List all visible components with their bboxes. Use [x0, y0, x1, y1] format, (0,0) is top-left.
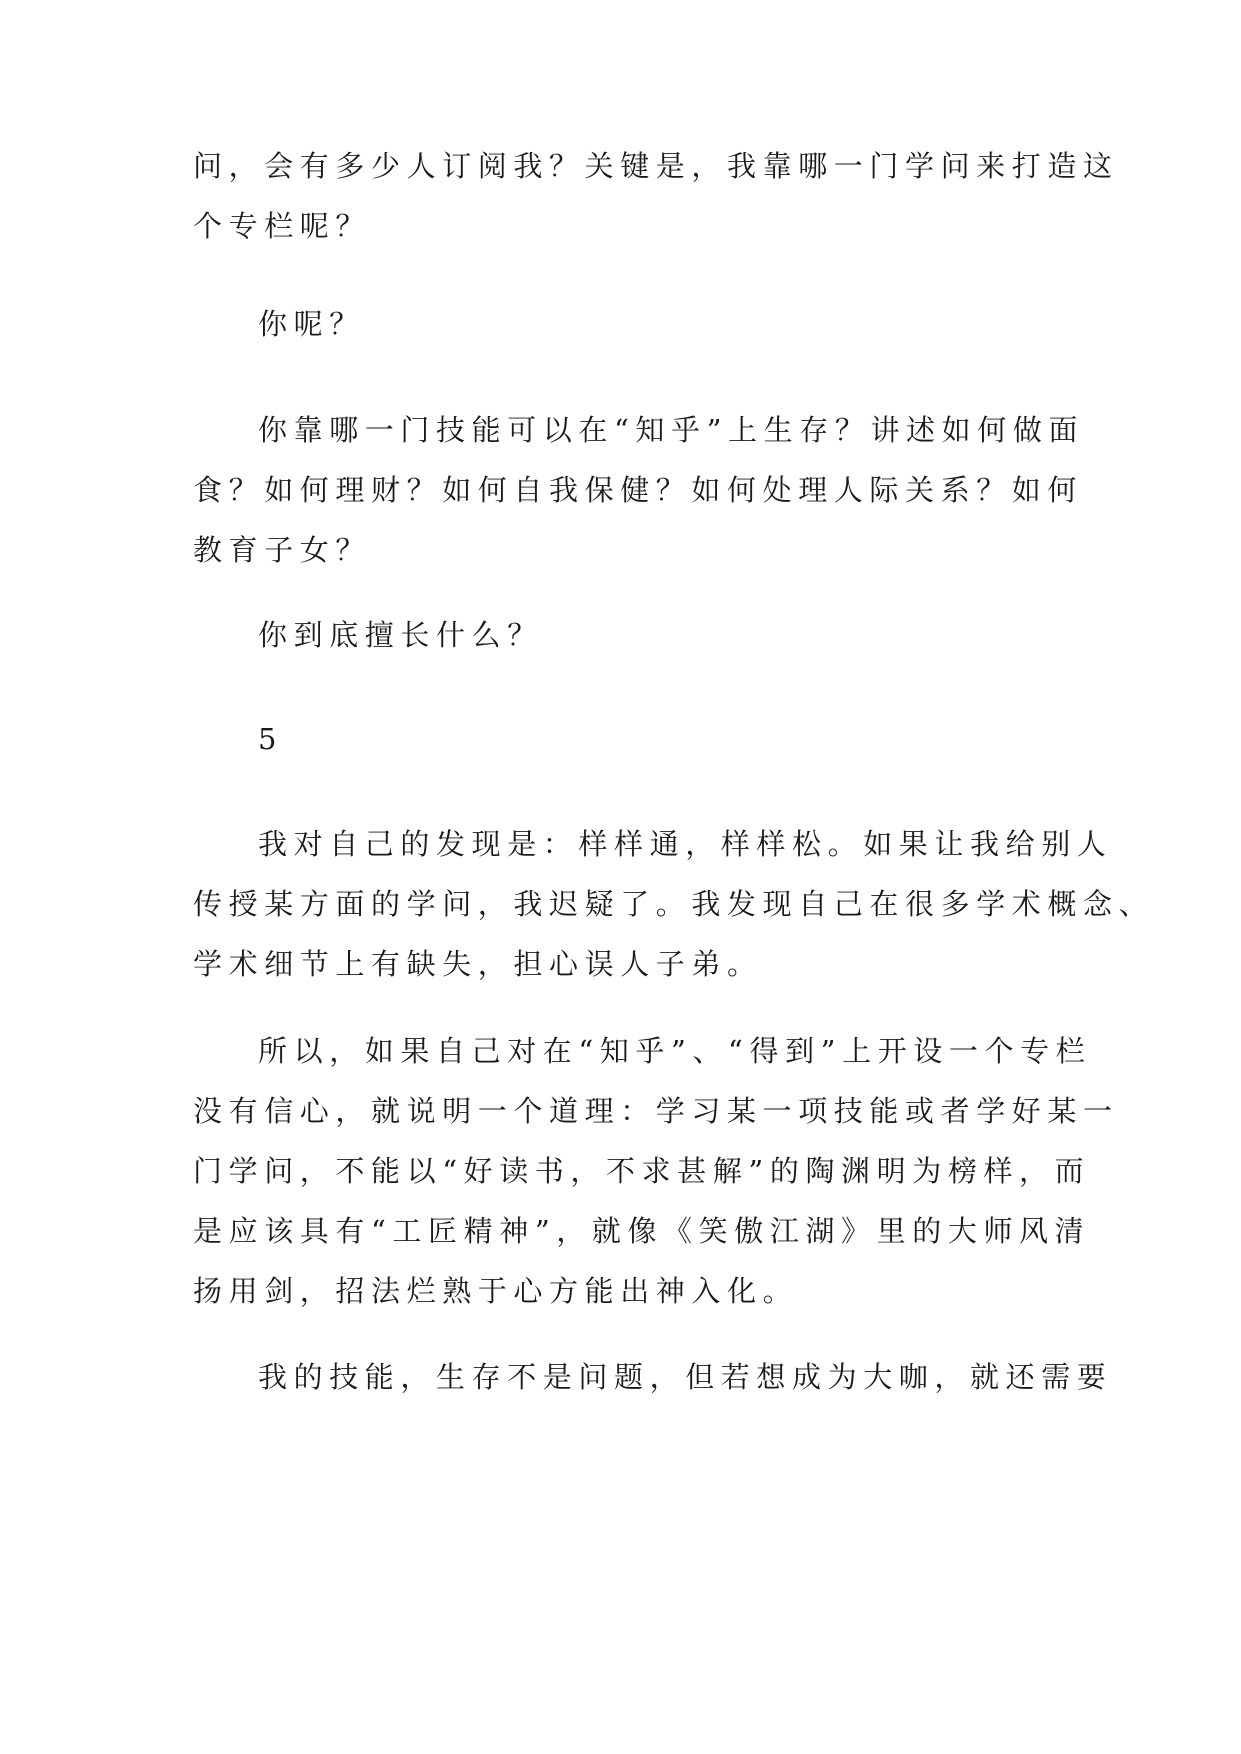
text-line: 学术细节上有缺失，担心误人子弟。: [193, 947, 763, 981]
paragraph: [193, 1021, 1119, 1321]
text-line: 个专栏呢？: [193, 209, 372, 243]
text-line: 你靠哪一门技能可以在“知乎”上生存？讲述如何做面: [258, 413, 1085, 447]
text-line: 传授某方面的学问，我迟疑了。我发现自己在很多学术概念、: [193, 887, 1155, 921]
text-line: 你呢？: [258, 307, 365, 341]
text-line: 我对自己的发现是：样样通，样样松。如果让我给别人: [258, 827, 1113, 861]
paragraph: [193, 605, 1063, 665]
text-line: 教育子女？: [193, 533, 372, 567]
section-number: [193, 709, 1063, 769]
text-line: 问，会有多少人订阅我？关键是，我靠哪一门学问来打造这: [193, 149, 1119, 183]
text-line: 我的技能，生存不是问题，但若想成为大咖，就还需要: [258, 1360, 1113, 1394]
paragraph: [193, 1347, 1113, 1407]
text-line: 是应该具有“工匠精神”，就像《笑傲江湖》里的大师风清: [193, 1214, 1091, 1248]
text-line: 5: [258, 722, 284, 756]
paragraph: [193, 400, 1085, 580]
text-line: 门学问，不能以“好读书，不求甚解”的陶渊明为榜样，而: [193, 1154, 1091, 1188]
text-line: 没有信心，就说明一个道理：学习某一项技能或者学好某一: [193, 1094, 1119, 1128]
text-line: 你到底擅长什么？: [258, 618, 543, 652]
text-line: 扬用剑，招法烂熟于心方能出神入化。: [193, 1274, 799, 1308]
paragraph-continuation: [193, 136, 1119, 256]
text-line: 食？如何理财？如何自我保健？如何处理人际关系？如何: [193, 473, 1084, 507]
paragraph: [193, 294, 1063, 354]
paragraph: [193, 814, 1155, 994]
text-line: 所以，如果自己对在“知乎”、“得到”上开设一个专栏: [258, 1034, 1092, 1068]
